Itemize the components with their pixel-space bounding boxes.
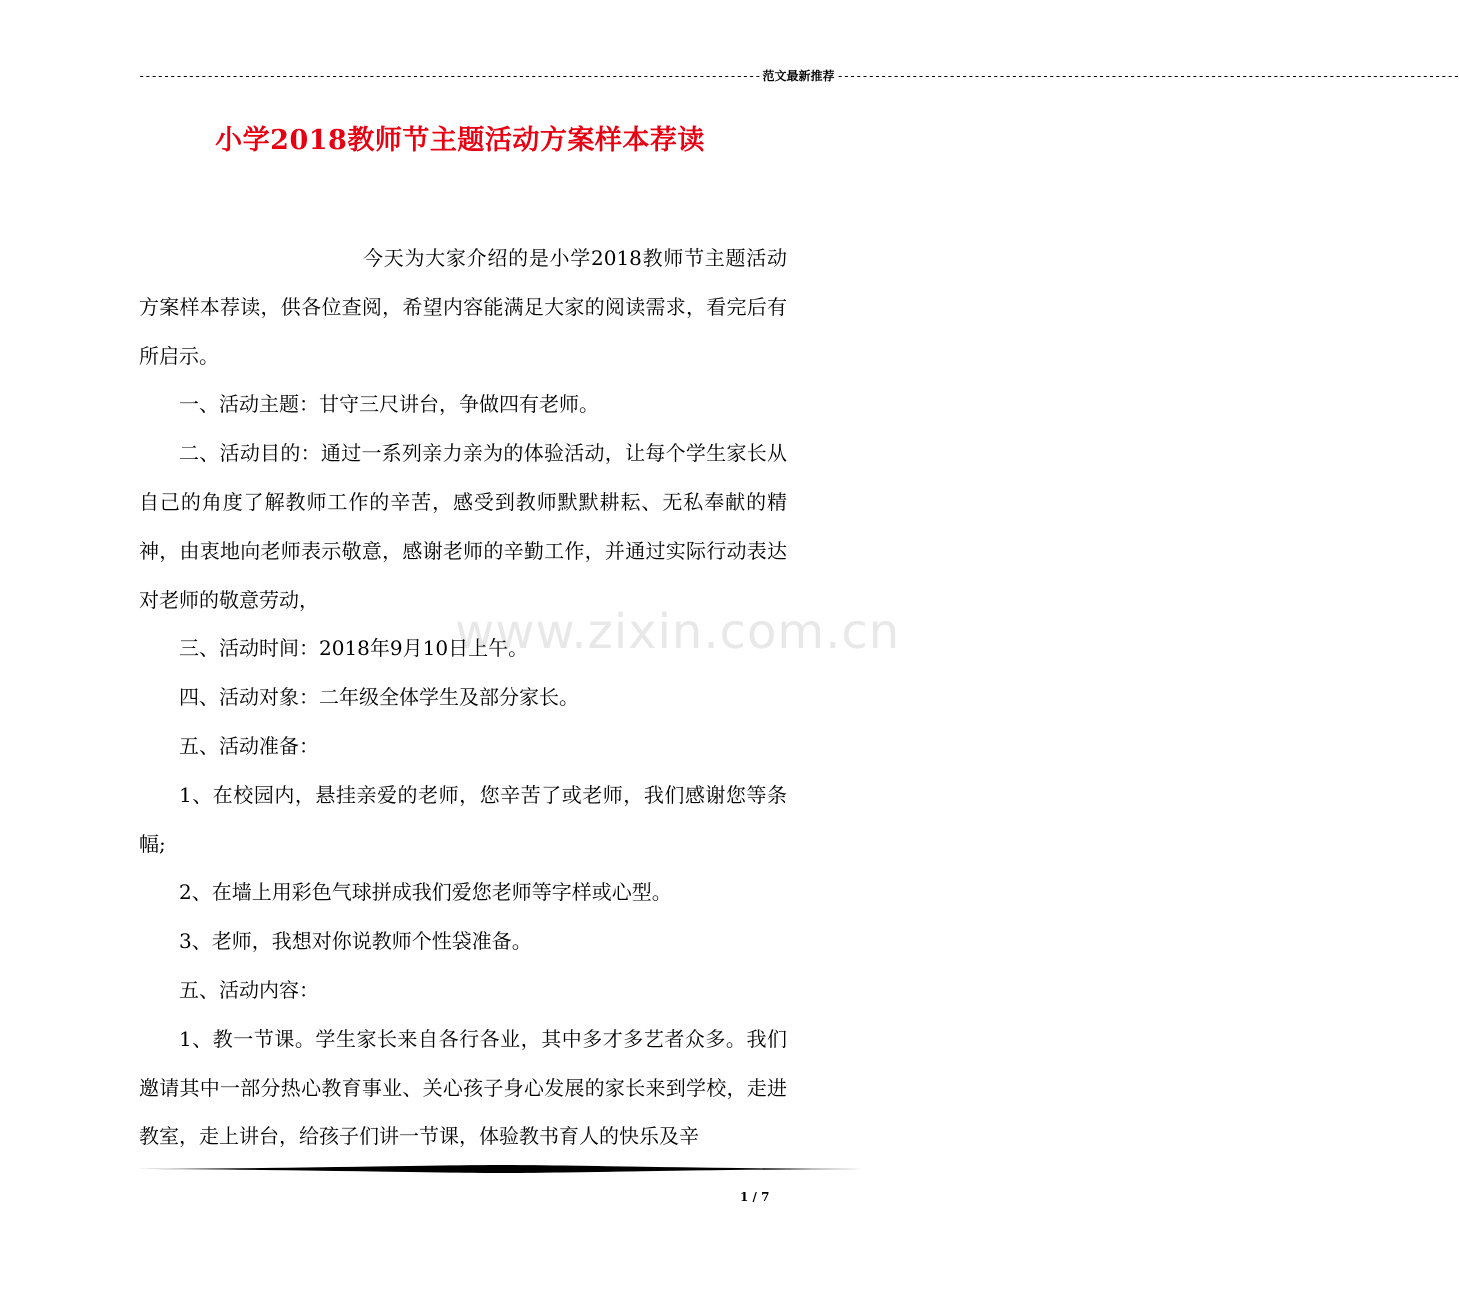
paragraph: 1、教一节课。学生家长来自各行各业，其中多才多艺者众多。我们邀请其中一部分热心教育事业、关心孩子身心发展的家长来到学校，走进教室，走上讲台，给孩子们讲一节课，体验教书育人的快乐及辛 [139,1026,787,1149]
paragraph-intro: 今天为大家介绍的是小学2018教师节主题活动方案样本荐读，供各位查阅，希望内容能满足大家的阅读需求，看完后有所启示。 [139,246,787,368]
paragraph: 四、活动对象：二年级全体学生及部分家长。 [179,685,579,710]
paragraph: 3、老师，我想对你说教师个性袋准备。 [179,929,532,954]
document-body [139,234,787,1161]
header-label: 范文最新推荐 [762,69,835,83]
footer-rule [138,1164,864,1174]
paragraph: 一、活动主题：甘守三尺讲台，争做四有老师。 [179,392,599,417]
header-dash-right: ---------------------------------------------------------------------------------------------------- [836,69,1459,83]
paragraph: 三、活动时间：2018年9月10日上午。 [179,636,529,661]
page-number: 1 / 7 [740,1190,770,1204]
paragraph: 2、在墙上用彩色气球拼成我们爱您老师等字样或心型。 [179,880,672,905]
paragraph: 二、活动目的：通过一系列亲力亲为的体验活动，让每个学生家长从自己的角度了解教师工作的辛苦，感受到教师默默耕耘、无私奉献的精神，由衷地向老师表示敬意，感谢老师的辛勤工作，并通过实际行动表达对老师的敬意劳动， [139,441,787,612]
watermark: www.zixin.com.cn [455,604,901,660]
document-title: 小学2018教师节主题活动方案样本荐读 [215,125,705,156]
header-dash-left: ---------------------------------------------------------------------------------------------------- [138,69,761,83]
paragraph: 1、在校园内，悬挂亲爱的老师，您辛苦了或老师，我们感谢您等条幅; [139,782,787,856]
paragraph: 五、活动准备： [179,733,319,758]
paragraph: 五、活动内容： [179,977,319,1002]
header-banner [138,68,1459,84]
